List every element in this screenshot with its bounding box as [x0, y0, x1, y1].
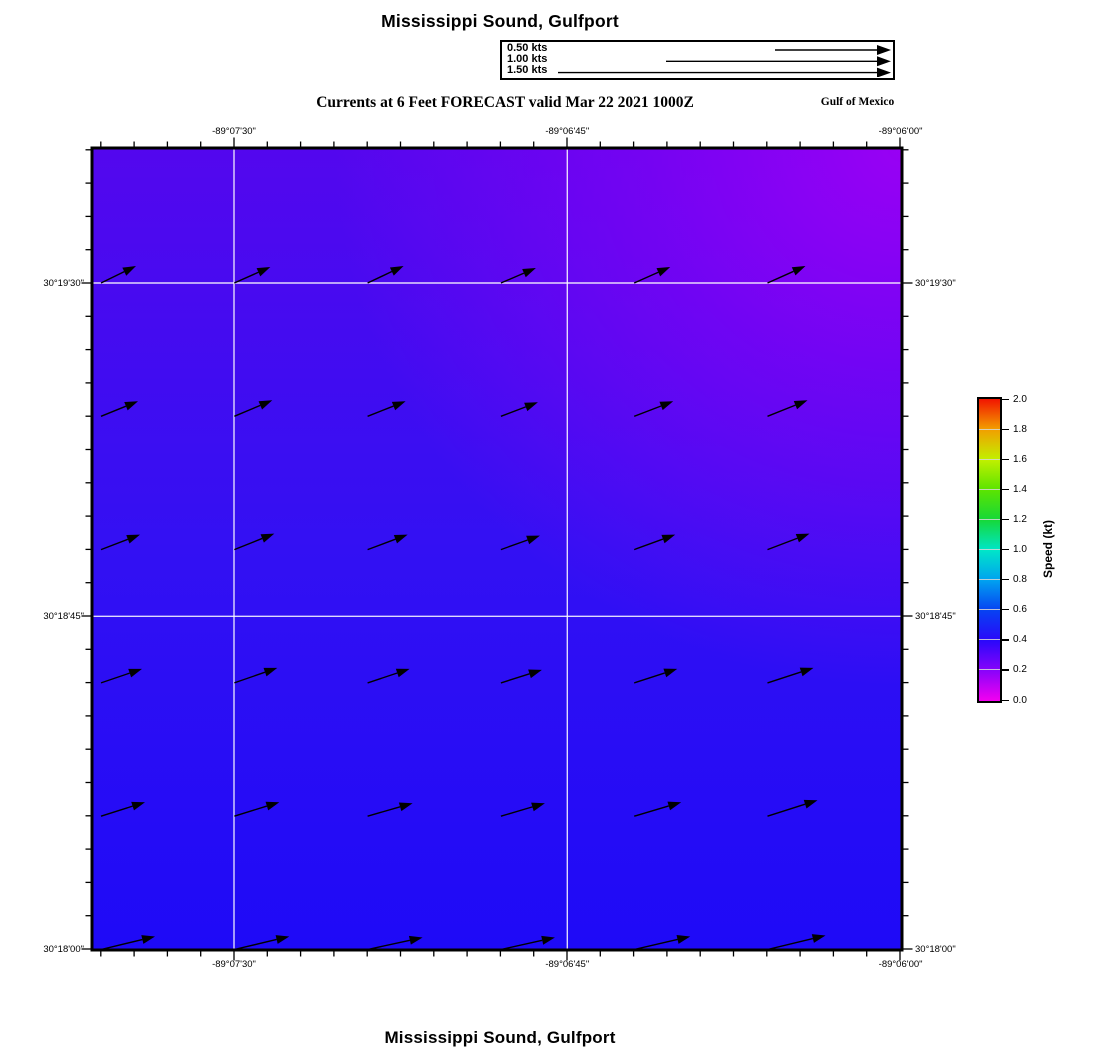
current-vector-head — [812, 934, 826, 943]
colorbar-gridline — [979, 489, 1000, 490]
colorbar-tick — [1002, 669, 1009, 670]
current-vector-head — [796, 534, 810, 543]
colorbar-gridline — [979, 519, 1000, 520]
scale-arrow-head — [877, 45, 891, 55]
current-vector-shaft — [634, 539, 663, 550]
colorbar-tick — [1002, 700, 1009, 701]
forecast-subtitle: Currents at 6 Feet FORECAST valid Mar 22 2021 1000Z — [316, 94, 694, 111]
colorbar-tick — [1002, 459, 1009, 460]
colorbar-tick-label-6: 0.8 — [1013, 574, 1027, 586]
current-vector-head — [266, 802, 280, 811]
current-vector-head — [126, 535, 140, 544]
current-vector-shaft — [368, 807, 401, 816]
colorbar-tick — [1002, 609, 1009, 610]
current-vector-head — [264, 668, 278, 677]
colorbar-tick-label-7: 0.6 — [1013, 604, 1027, 616]
current-vector-head — [396, 669, 410, 678]
current-vector-head — [128, 669, 142, 678]
legend-label-1: 1.00 kts — [507, 53, 548, 66]
current-vector-head — [122, 266, 136, 276]
colorbar-tick — [1002, 519, 1009, 520]
current-vector-head — [667, 802, 681, 811]
current-vector-head — [661, 535, 675, 544]
current-vector-head — [257, 267, 271, 276]
current-vector-head — [677, 935, 691, 944]
current-vector-shaft — [768, 405, 796, 416]
current-vector-shaft — [234, 672, 265, 683]
current-vector-shaft — [768, 271, 794, 283]
current-vector-shaft — [634, 272, 658, 283]
colorbar-tick-label-5: 1.0 — [1013, 544, 1027, 555]
region-label: Gulf of Mexico — [820, 96, 895, 108]
current-vector-head — [394, 535, 408, 544]
current-vector-head — [522, 268, 536, 277]
colorbar-tick-label-2: 1.6 — [1013, 453, 1027, 465]
current-vector-head — [399, 802, 413, 811]
colorbar — [977, 397, 1002, 703]
current-vector-shaft — [234, 405, 260, 416]
colorbar-tick-label-10: 0.0 — [1013, 694, 1027, 706]
current-vector-shaft — [634, 406, 661, 416]
left-axis-label-2: 30°18'00" — [43, 944, 84, 956]
current-vector-shaft — [634, 806, 669, 816]
current-vector-shaft — [101, 272, 124, 283]
bottom-axis-label-0: -89°07'30" — [212, 959, 256, 970]
current-vector-head — [390, 266, 404, 276]
right-axis-label-2: 30°18'00" — [915, 944, 956, 956]
current-vector-shaft — [234, 538, 262, 549]
current-map — [92, 148, 902, 950]
colorbar-tick-label-3: 1.4 — [1013, 483, 1027, 495]
colorbar-gridline — [979, 579, 1000, 580]
current-vector-shaft — [501, 807, 533, 816]
colorbar-gridline — [979, 609, 1000, 610]
current-vector-shaft — [501, 273, 524, 283]
bottom-axis-label-2: -89°06'00" — [878, 959, 923, 970]
current-vector-head — [804, 800, 818, 809]
current-vector-shaft — [368, 272, 392, 283]
current-vector-head — [261, 534, 275, 543]
current-vector-head — [276, 935, 290, 944]
scale-legend-arrows — [502, 42, 892, 77]
current-vector-head — [259, 400, 273, 409]
current-vector-shaft — [768, 939, 813, 950]
legend-label-2: 1.50 kts — [507, 64, 548, 77]
top-axis-label-1: -89°06'45" — [545, 126, 590, 137]
bottom-axis-label-1: -89°06'45" — [545, 959, 590, 970]
colorbar-gridline — [979, 639, 1000, 640]
current-vector-head — [124, 401, 138, 410]
current-vector-head — [531, 803, 545, 812]
current-vector-head — [800, 668, 814, 677]
colorbar-tick — [1002, 399, 1009, 400]
right-axis-label-0: 30°19'30" — [915, 277, 956, 289]
current-vector-shaft — [501, 540, 528, 550]
current-vector-shaft — [234, 806, 267, 816]
current-vector-shaft — [501, 407, 526, 416]
current-vector-shaft — [101, 539, 128, 549]
current-vector-shaft — [634, 673, 665, 683]
colorbar-gridline — [979, 459, 1000, 460]
right-axis-label-1: 30°18'45" — [915, 610, 956, 622]
colorbar-tick — [1002, 489, 1009, 490]
scale-arrow-head — [877, 56, 891, 66]
colorbar-axis-label: Speed (kt) — [1041, 519, 1055, 579]
scale-legend-box — [500, 40, 895, 80]
left-axis-label-1: 30°18'45" — [43, 610, 84, 622]
figure-title-bottom: Mississippi Sound, Gulfport — [384, 1028, 616, 1047]
colorbar-tick — [1002, 639, 1009, 640]
colorbar-gridline — [979, 669, 1000, 670]
current-vector-shaft — [101, 940, 142, 950]
current-vector-head — [131, 802, 145, 811]
current-vector-shaft — [101, 673, 130, 683]
top-axis-label-0: -89°07'30" — [212, 126, 256, 137]
colorbar-tick-label-8: 0.4 — [1013, 634, 1027, 646]
current-vector-shaft — [768, 672, 802, 683]
current-vector-shaft — [368, 406, 394, 416]
current-vector-head — [524, 402, 538, 411]
colorbar-tick-label-4: 1.2 — [1013, 513, 1027, 525]
current-vector-shaft — [501, 940, 542, 949]
current-vector-shaft — [634, 939, 677, 949]
colorbar-tick-label-9: 0.2 — [1013, 664, 1027, 676]
current-vector-head — [141, 935, 155, 944]
current-vector-shaft — [234, 272, 258, 283]
current-vector-head — [663, 669, 677, 678]
current-vector-head — [541, 936, 555, 945]
colorbar-tick-label-1: 1.8 — [1013, 423, 1027, 435]
figure-title-top: Mississippi Sound, Gulfport — [381, 11, 619, 31]
current-vector-head — [656, 267, 670, 276]
current-vector-shaft — [234, 939, 276, 949]
current-vector-head — [528, 670, 542, 679]
colorbar-gridline — [979, 429, 1000, 430]
top-axis-label-2: -89°06'00" — [878, 126, 923, 137]
colorbar-tick — [1002, 429, 1009, 430]
left-axis-label-0: 30°19'30" — [43, 277, 84, 289]
current-vector-head — [526, 536, 540, 545]
colorbar-tick — [1002, 549, 1009, 550]
current-vector-shaft — [368, 940, 410, 949]
scale-arrow-head — [877, 68, 891, 77]
current-vector-shaft — [768, 804, 806, 816]
current-vectors-layer — [92, 148, 902, 950]
current-vector-shaft — [768, 538, 798, 549]
current-vector-shaft — [501, 674, 530, 683]
current-vector-head — [659, 401, 673, 410]
current-vector-head — [409, 936, 423, 945]
current-vector-head — [794, 400, 808, 409]
current-vector-head — [792, 266, 806, 275]
current-vector-shaft — [368, 673, 398, 683]
current-vector-head — [392, 401, 406, 410]
colorbar-tick-label-0: 2.0 — [1013, 393, 1027, 405]
legend-label-0: 0.50 kts — [507, 42, 548, 54]
current-vector-shaft — [101, 806, 133, 816]
current-vector-shaft — [101, 406, 126, 416]
current-vector-shaft — [368, 539, 396, 549]
colorbar-tick — [1002, 579, 1009, 580]
colorbar-gridline — [979, 549, 1000, 550]
